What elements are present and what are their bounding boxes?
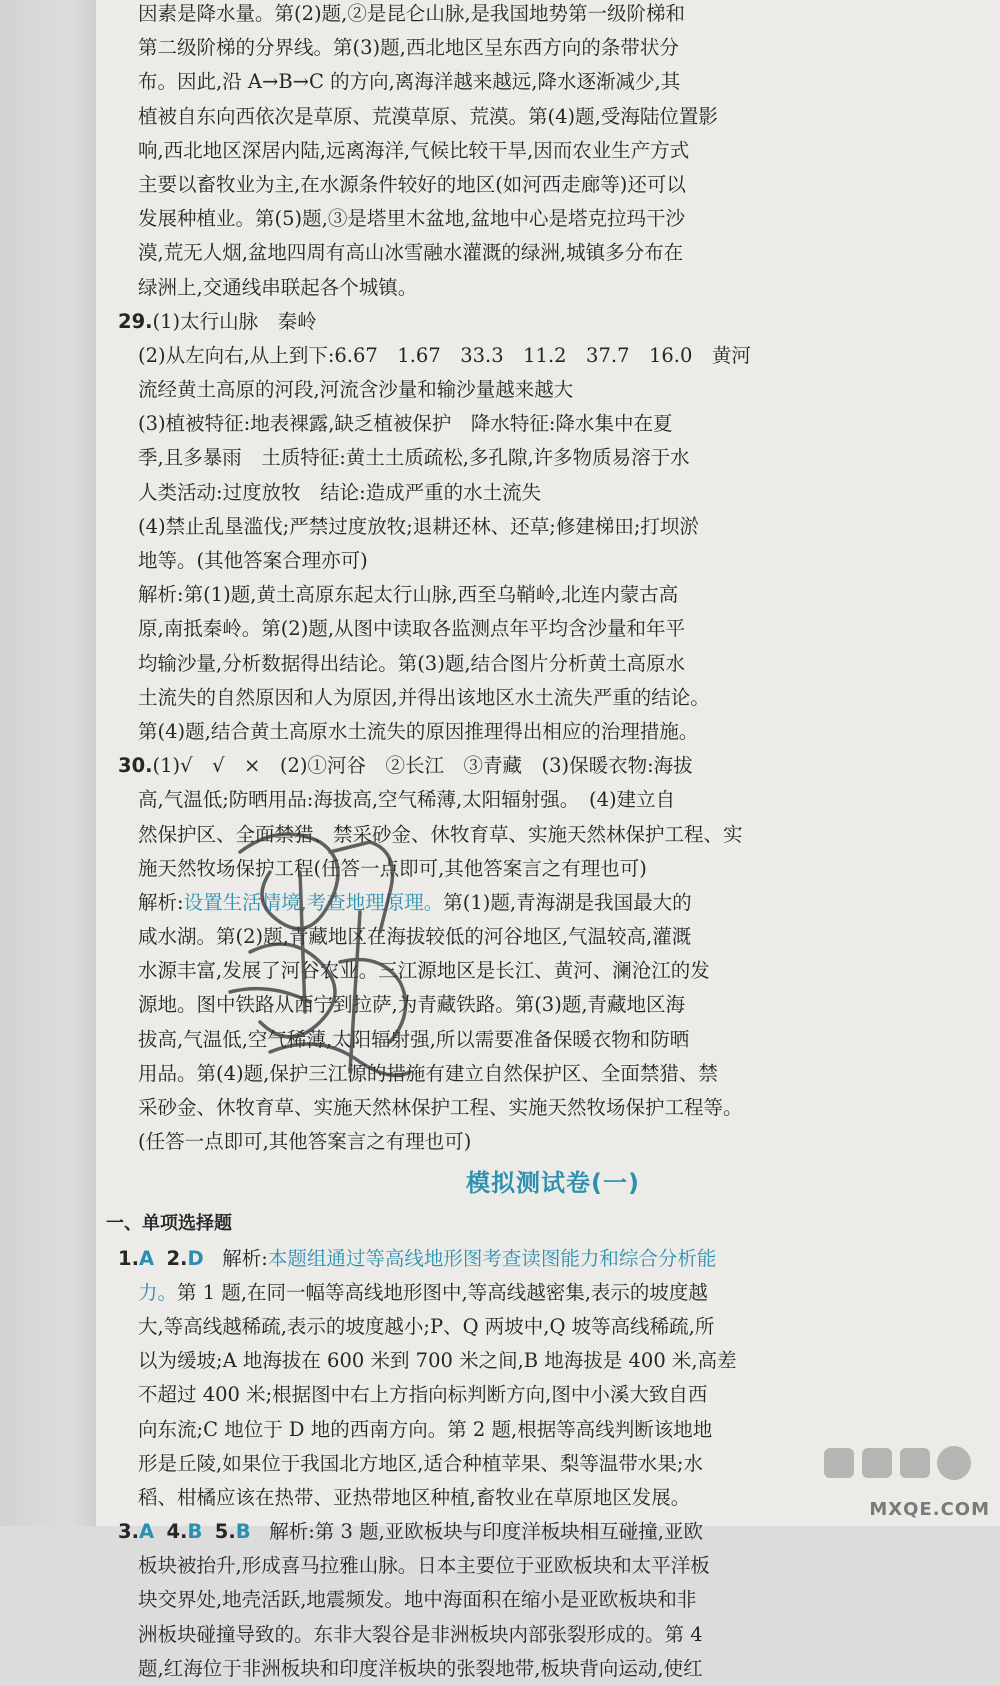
text-line: 土流失的自然原因和人为原因,并得出该地区水土流失严重的结论。 xyxy=(138,685,710,709)
section-title: 模拟测试卷(一) xyxy=(466,1169,640,1198)
text-line xyxy=(118,886,988,920)
text-line: 采砂金、休牧育草、实施天然林保护工程、实施天然牧场保护工程等。 xyxy=(138,1096,743,1119)
text-line: 响,西北地区深居内陆,远离海洋,气候比较干旱,因而农业生产方式 xyxy=(138,138,690,162)
text-line: (任答一点即可,其他答案言之有理也可) xyxy=(138,1130,472,1154)
text-line: 板块被抬升,形成喜马拉雅山脉。日本主要位于亚欧板块和太平洋板 xyxy=(138,1554,710,1578)
text-line: 题,红海位于非洲板块和印度洋板块的张裂地带,板块背向运动,使红 xyxy=(138,1656,703,1680)
text-line: 人类活动:过度放牧 结论:造成严重的水土流失 xyxy=(138,480,542,504)
text-line: 用品。第(4)题,保护三江源的措施有建立自然保护区、全面禁猎、禁 xyxy=(138,1061,718,1085)
text-line: 洲板块碰撞导致的。东非大裂谷是非洲板块内部张裂形成的。第 4 xyxy=(138,1622,703,1646)
question-number: 2. xyxy=(166,1246,188,1270)
text-segment: (1)√ √ × (2)①河谷 ②长江 ③青藏 (3)保暖衣物:海拔 xyxy=(152,754,693,778)
text-segment: (1)太行山脉 秦岭 xyxy=(152,309,317,333)
text-line: 拔高,气温低,空气稀薄,太阳辐射强,所以需要准备保暖衣物和防晒 xyxy=(138,1027,690,1051)
highlight-text: 本题组通过等高线地形图考查读图能力和综合分析能 xyxy=(267,1246,717,1270)
question-29-line xyxy=(118,305,988,339)
text-line: 施天然牧场保护工程(任答一点即可,其他答案言之有理也可) xyxy=(138,856,647,880)
text-line: 稻、柑橘应该在热带、亚热带地区种植,畜牧业在草原地区发展。 xyxy=(138,1485,691,1509)
text-line: 地等。(其他答案合理亦可) xyxy=(138,549,368,572)
text-line: 季,且多暴雨 土质特征:黄土土质疏松,多孔隙,许多物质易溶于水 xyxy=(138,446,690,470)
text-line xyxy=(118,1276,988,1310)
answer-text-block xyxy=(106,0,988,1686)
text-line: 形是丘陵,如果位于我国北方地区,适合种植苹果、梨等温带水果;水 xyxy=(138,1451,703,1475)
text-line: 然保护区、全面禁猎、禁采砂金、休牧育草、实施天然林保护工程、实 xyxy=(138,822,743,846)
text-line: (2)从左向右,从上到下:6.67 1.67 33.3 11.2 37.7 16.0 黄河 xyxy=(138,343,751,367)
text-line: 布。因此,沿 A→B→C 的方向,离海洋越来越远,降水逐渐减少,其 xyxy=(138,70,681,94)
text-line: 均输沙量,分析数据得出结论。第(3)题,结合图片分析黄土高原水 xyxy=(138,651,686,675)
answer-letter: D xyxy=(187,1246,204,1270)
text-line: 植被自东向西依次是草原、荒漠草原、荒漠。第(4)题,受海陆位置影 xyxy=(138,104,718,128)
text-line: 因素是降水量。第(2)题,②是昆仑山脉,是我国地势第一级阶梯和 xyxy=(138,2,686,25)
text-segment: 第(1)题,青海湖是我国最大的 xyxy=(443,890,692,914)
question-number: 29. xyxy=(118,309,153,333)
text-line: 大,等高线越稀疏,表示的坡度越小;P、Q 两坡中,Q 坡等高线稀疏,所 xyxy=(138,1314,715,1338)
section-heading: 一、单项选择题 xyxy=(106,1213,232,1235)
text-line: 解析:第(1)题,黄土高原东起太行山脉,西至乌鞘岭,北连内蒙古高 xyxy=(138,583,679,607)
text-line: (4)禁止乱垦滥伐;严禁过度放牧;退耕还林、还草;修建梯田;打坝淤 xyxy=(138,514,699,538)
page-gutter xyxy=(0,0,96,1526)
text-line: 块交界处,地壳活跃,地震频发。地中海面积在缩小是亚欧板块和非 xyxy=(138,1588,697,1612)
text-line: 以为缓坡;A 地海拔在 600 米到 700 米之间,B 地海拔是 400 米,高差 xyxy=(138,1349,737,1373)
text-line: 水源丰富,发展了河谷农业。三江源地区是长江、黄河、澜沧江的发 xyxy=(138,959,710,983)
text-line: 漠,荒无人烟,盆地四周有高山冰雪融水灌溉的绿洲,城镇多分布在 xyxy=(138,241,684,265)
text-line: 主要以畜牧业为主,在水源条件较好的地区(如河西走廊等)还可以 xyxy=(138,172,686,196)
question-number: 3. xyxy=(118,1520,139,1544)
text-line: 第(4)题,结合黄土高原水土流失的原因推理得出相应的治理措施。 xyxy=(138,719,699,743)
text-line: (3)植被特征:地表裸露,缺乏植被保护 降水特征:降水集中在夏 xyxy=(138,412,673,436)
analysis-label: 解析: xyxy=(222,1246,268,1270)
analysis-label: 解析: xyxy=(138,890,184,914)
analysis-label: 解析: xyxy=(269,1520,315,1544)
question-number: 5. xyxy=(214,1520,236,1544)
text-line: 不超过 400 米;根据图中右上方指向标判断方向,图中小溪大致自西 xyxy=(138,1383,708,1407)
text-segment: 第 3 题,亚欧板块与印度洋板块相互碰撞,亚欧 xyxy=(314,1520,703,1544)
highlight-text: 力。 xyxy=(138,1280,178,1304)
question-number: 1. xyxy=(118,1246,139,1270)
answer-letter: B xyxy=(235,1520,251,1544)
answer-letter: A xyxy=(138,1246,155,1270)
watermark-text: MXQE.COM xyxy=(869,1499,990,1520)
mc-line xyxy=(118,1242,988,1276)
answer-letter: A xyxy=(138,1520,155,1544)
text-line: 发展种植业。第(5)题,③是塔里木盆地,盆地中心是塔克拉玛干沙 xyxy=(138,207,686,231)
text-segment: 第 1 题,在同一幅等高线地形图中,等高线越密集,表示的坡度越 xyxy=(177,1280,708,1304)
question-number: 30. xyxy=(118,754,153,778)
text-line: 绿洲上,交通线串联起各个城镇。 xyxy=(138,275,418,299)
text-line: 源地。图中铁路从西宁到拉萨,为青藏铁路。第(3)题,青藏地区海 xyxy=(138,993,686,1017)
highlight-text: 设置生活情境,考查地理原理。 xyxy=(183,890,444,914)
text-line: 高,气温低;防晒用品:海拔高,空气稀薄,太阳辐射强。 (4)建立自 xyxy=(138,788,676,812)
answer-letter: B xyxy=(187,1520,203,1544)
text-line: 第二级阶梯的分界线。第(3)题,西北地区呈东西方向的条带状分 xyxy=(138,36,679,60)
text-line: 原,南抵秦岭。第(2)题,从图中读取各监测点年平均含沙量和年平 xyxy=(138,617,686,641)
text-line: 咸水湖。第(2)题,青藏地区在海拔较低的河谷地区,气温较高,灌溉 xyxy=(138,925,692,949)
text-line: 流经黄土高原的河段,河流含沙量和输沙量越来越大 xyxy=(138,378,574,402)
question-30-line xyxy=(118,749,988,783)
question-number: 4. xyxy=(166,1520,188,1544)
text-line: 向东流;C 地位于 D 地的西南方向。第 2 题,根据等高线判断该地地 xyxy=(138,1417,713,1441)
